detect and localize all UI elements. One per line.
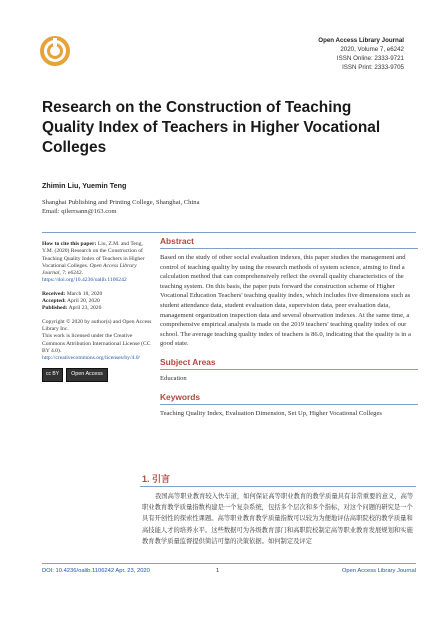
affiliation-block (42, 198, 200, 216)
published-label: Published: (42, 305, 68, 312)
footer-divider (42, 563, 416, 564)
license-text: This work is licensed under the Creative Commons Attribution International License (CC BY 4.0). (42, 333, 151, 354)
journal-logo (40, 36, 70, 66)
abstract-text: Based on the study of other social evaluation indexes, this paper studies the management and control of teaching quality by using the research methods of system science, aiming to find a calculation method that can comprehensively reflect the overall quality characteristics of the teaching system. On this basis, the paper puts forward the construction scheme of Higher Vocational Education Teachers' teaching quality index, which includes five dimensions such as student attendance data, student evaluation data, supervision data, peer evaluation data, management organization inspection data and several observation indexes. At the same time, a comprehensive empirical analysis is made on the 2019 teachers' teaching quality index of our school. The average teaching quality index of teachers is 86.0, indicating that the quality is in a good state. (160, 254, 411, 348)
header-divider (42, 232, 416, 233)
intro-text: 我国高等职业教育较入快车道，如何保证高等职业教育的教学质量具有非常重要的意义，高等职业教育教学质量指数构建是一个复杂系统，包括多个层次和多个指标，对这个问题的研究是一个具有开创性的探索性课题。高等职业教育教学质量指数可以较为为便地评估高职院校的教学质量和高技能人才的培养水平。这些数据可为各级教育部门和高职院校制定高等职业教育发展规划和实施教育教学质量监督提供简洁可靠的决策依据。如何制定及评定 (142, 493, 414, 545)
subject-heading: Subject Areas (160, 357, 418, 370)
accepted-label: Accepted: (42, 298, 66, 305)
journal-info (318, 36, 404, 72)
citation-label: How to cite this paper: (42, 241, 97, 247)
citation-block (42, 241, 154, 285)
footer-journal: Open Access Library Journal (341, 568, 416, 574)
paper-authors: Zhimin Liu, Yuemin Teng (42, 181, 127, 190)
keywords-heading: Keywords (160, 392, 418, 405)
dates-block (42, 291, 154, 313)
paper-title: Research on the Construction of Teaching Quality Index of Teachers in Higher Vocational Colleges (42, 99, 381, 156)
keywords-text: Teaching Quality Index, Evaluation Dimension, Set Up, Higher Vocational Colleges (160, 409, 382, 417)
cc-by-badge[interactable]: cc BY (42, 368, 63, 381)
received-label: Received: (42, 290, 66, 297)
intro-divider (140, 486, 416, 487)
citation-doi-link[interactable]: https://doi.org/10.4236/oalib.1106242 (42, 277, 127, 284)
journal-volume: 2020, Volume 7, e6242 (340, 46, 404, 53)
license-block (42, 319, 154, 363)
copyright-text: Copyright © 2020 by author(s) and Open Access Library Inc. (42, 318, 152, 332)
issn-online: ISSN Online: 2333-9721 (336, 55, 404, 62)
license-badges (42, 368, 154, 381)
license-link[interactable]: http://creativecommons.org/licenses/by/4.0/ (42, 355, 141, 362)
received-date: March 18, 2020 (66, 290, 103, 297)
subject-text: Education (160, 374, 187, 382)
citation-volume: 7: e6242. (62, 270, 84, 277)
citation-text: Liu, Z.M. and Teng, Y.M. (2020) Research on the Construction of Teaching Quality Index of Teachers in Higher Vocational Colleges. (42, 241, 145, 269)
journal-name: Open Access Library Journal (318, 37, 404, 44)
open-access-badge[interactable]: Open Access (66, 368, 108, 381)
abstract-heading: Abstract (160, 236, 418, 249)
intro-heading: 1. 引言 (142, 474, 171, 484)
accepted-date: April 20, 2020 (67, 298, 100, 305)
footer-doi: DOI: 10.4236/oalib.1106242 Apr. 23, 2020 (42, 568, 150, 574)
issn-print: ISSN Print: 2333-9705 (342, 64, 404, 71)
citation-journal: Open Access Library Journal, (42, 262, 137, 277)
author-email: Email: qilerrsann@163.com (42, 208, 117, 215)
affiliation: Shanghai Publishing and Printing College, Shanghai, China (42, 199, 200, 206)
published-date: April 23, 2020 (68, 305, 102, 312)
article-sidebar (42, 241, 154, 382)
footer-page-number: 1 (216, 568, 220, 574)
article-main (160, 236, 418, 426)
